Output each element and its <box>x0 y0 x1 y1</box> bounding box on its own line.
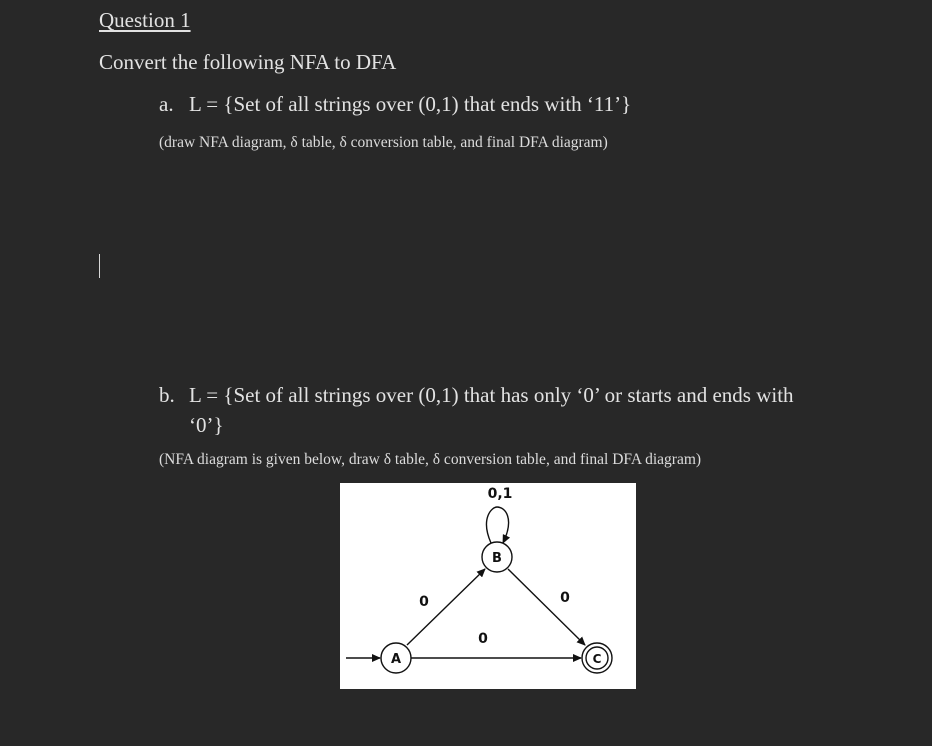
part-b-item <box>159 380 889 440</box>
b-to-c-label: 0 <box>560 590 570 606</box>
part-b-note: (NFA diagram is given below, draw δ table, δ conversion table, and final DFA diagram) <box>159 451 702 468</box>
state-a-label: A <box>390 652 402 667</box>
nfa-diagram-image[interactable] <box>340 483 636 689</box>
state-b-label: B <box>492 551 502 566</box>
a-to-c-label: 0 <box>478 631 488 647</box>
part-b-statement-line2: ‘0’} <box>189 413 224 437</box>
question-intro: Convert the following NFA to DFA <box>99 50 397 74</box>
part-a-note: (draw NFA diagram, δ table, δ conversion table, and final DFA diagram) <box>159 134 608 151</box>
part-b-marker: b. <box>159 383 175 407</box>
part-a-item <box>159 92 631 117</box>
edge-b-to-c <box>508 569 585 645</box>
nfa-diagram <box>340 483 636 689</box>
part-a-marker: a. <box>159 92 174 116</box>
question-heading: Question 1 <box>99 8 191 32</box>
part-a-statement: L = {Set of all strings over (0,1) that ends with ‘11’} <box>189 92 632 116</box>
self-loop-label: 0,1 <box>487 486 513 502</box>
part-b-statement-line1: L = {Set of all strings over (0,1) that has only ‘0’ or starts and ends with <box>189 383 794 407</box>
a-to-b-label: 0 <box>419 594 429 610</box>
self-loop-b <box>486 507 508 543</box>
text-cursor[interactable] <box>99 254 100 278</box>
state-c-label: C <box>592 652 602 666</box>
